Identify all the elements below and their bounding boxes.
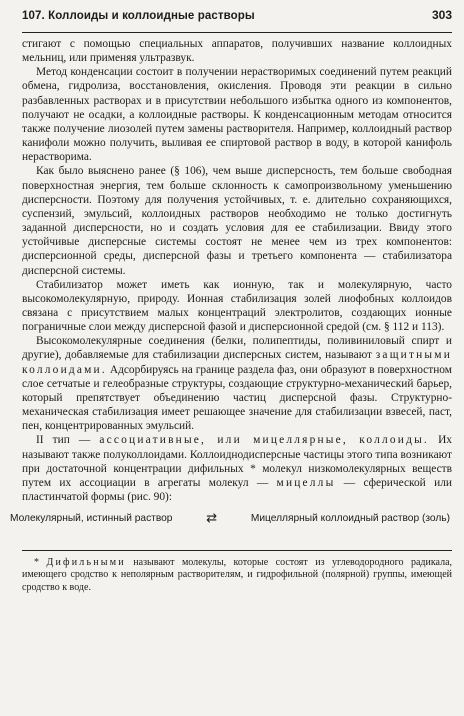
- paragraph-5: [22, 334, 452, 433]
- footnote-rule: [22, 550, 452, 551]
- term-protective-colloids: защитными коллоидами.: [22, 349, 452, 376]
- term-associative-colloids: ассоциативные, или мицеллярные, коллоиды.: [99, 434, 429, 447]
- paragraph-6-middle: Их называют также полуколлоидами. Коллоиднодисперсные частицы этого типа возникают при достаточной концентрации дифильных * молекул низкомолекулярных веществ путем их ассоциации в агрегаты молекул —: [22, 434, 452, 489]
- paragraph-5-end: Адсорбируясь на границе раздела фаз, они образуют в поверхностном слое сетчатые и гелеобразные структуры, создающие структурно-механический барьер, который препятствует объединению частиц дисперсной фазы. Структурно-механическая стабилизация имеет решающее значение для стабилизации взвесей, паст, пен, концентрированных эмульсий.: [22, 363, 452, 433]
- paragraph-6: [22, 433, 452, 504]
- paragraph-3: Как было выяснено ранее (§ 106), чем выше дисперсность, тем больше свободная поверхностная энергия, тем больше склонность к самопроизвольному уменьшению дисперсности. Поэтому для получения устойчивых, т. е. длительно сохраняющихся, суспензий, эмульсий, коллоидных растворов необходимо не только достигнуть заданной дисперсности, но и создать условия для ее стабилизации. Ввиду этого устойчивые дисперсные системы состоят не менее чем из трех компонентов: дисперсионной среды, дисперсной фазы и третьего компонента — стабилизатора дисперсной системы.: [22, 165, 452, 277]
- equation-left: Молекулярный, истинный раствор: [10, 512, 173, 524]
- equilibrium-arrow-icon: ⇄: [206, 510, 218, 526]
- paragraph-6-end: — сферической или пластинчатой формы (рис. 90):: [22, 476, 452, 503]
- equation-right: Мицеллярный коллоидный раствор (золь): [250, 512, 450, 524]
- section-title: 107. Коллоиды и коллоидные растворы: [22, 10, 255, 22]
- paragraph-5-start: Высокомолекулярные соединения (белки, полипептиды, поливиниловый спирт и другие), добавляемые для стабилизации дисперсных систем, называют: [22, 335, 452, 362]
- running-header: [22, 8, 452, 30]
- paragraph-1: стигают с помощью специальных аппаратов, получивших название коллоидных мельниц, или применяя ультразвук.: [22, 38, 452, 65]
- paragraph-4: Стабилизатор может иметь как ионную, так и молекулярную, часто высокомолекулярную, природу. Ионная стабилизация золей лиофобных коллоидов связана с присутствием малых концентраций электролитов, создающих ионные пограничные слои между дисперсной фазой и дисперсионной средой (см. § 112 и 113).: [22, 278, 452, 334]
- body-text: [22, 37, 452, 504]
- paragraph-6-start: II тип —: [36, 434, 91, 447]
- footnote-marker: *: [34, 557, 39, 569]
- footnote-term: Дифильными: [46, 557, 126, 569]
- paragraph-2: Метод конденсации состоит в получении нерастворимых соединений путем реакций обмена, гидролиза, восстановления, окисления. Проводя эти реакции в сильно разбавленных растворах и в присутствии небольшого избытка одного из компонентов, получают не осадки, а коллоидные растворы. К конденсационным методам относится также получение лиозолей путем замены растворителя. Например, коллоидный раствор канифоли можно получить, выливая ее спиртовой раствор в воду, в которой канифоль нерастворима.: [22, 66, 452, 164]
- equilibrium-equation: [10, 510, 452, 526]
- header-rule: [22, 32, 452, 33]
- term-micelles: мицеллы: [276, 476, 336, 489]
- footnote: [22, 557, 452, 594]
- footnote-text: называют молекулы, которые состоят из углеводородного радикала, имеющего сродство к неполярным растворителям, и гидрофильной (полярной) группы, имеющей сродство к воде.: [22, 557, 453, 593]
- page-number: 303: [431, 8, 452, 22]
